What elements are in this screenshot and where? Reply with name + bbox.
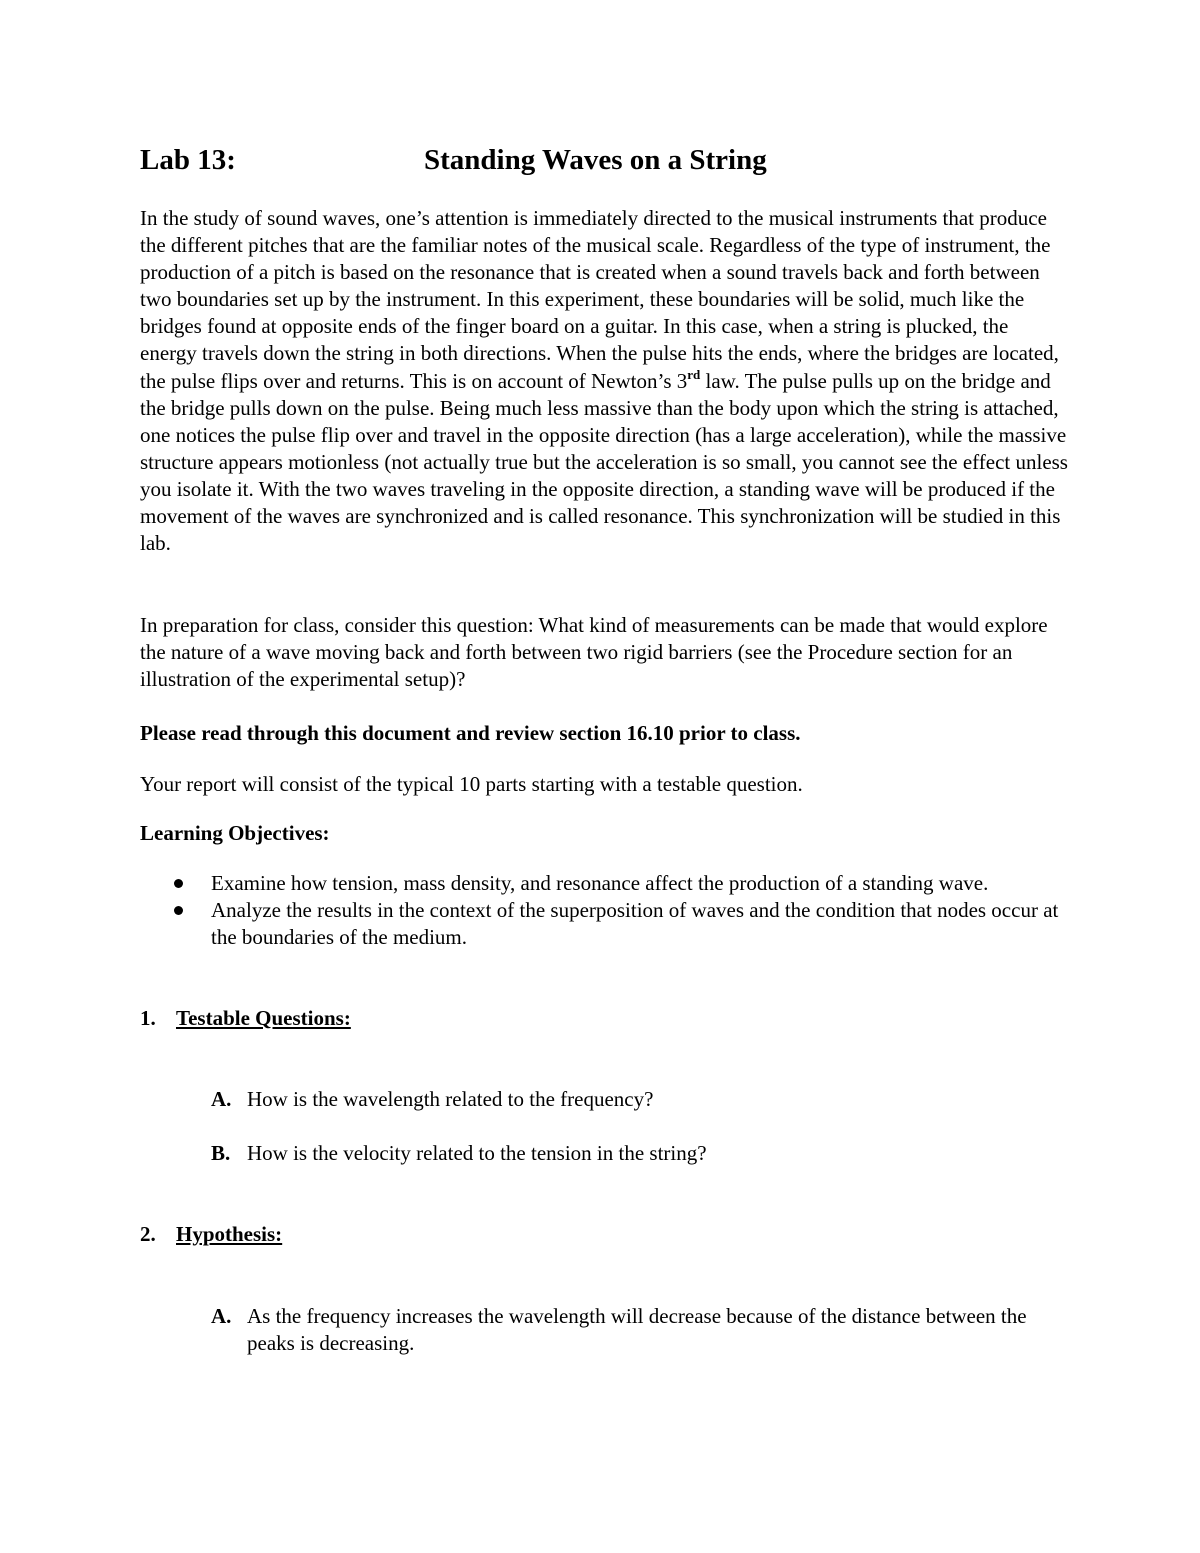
section-label: Hypothesis:: [176, 1222, 283, 1246]
report-note: Your report will consist of the typical 10 parts starting with a testable question.: [140, 772, 803, 796]
hypothesis-text: As the frequency increases the wavelength will decrease because of the distance between the peaks is decreasing.: [247, 1304, 1027, 1356]
item-letter: A.: [211, 1087, 232, 1111]
question-text: How is the velocity related to the tension in the string?: [247, 1141, 707, 1165]
intro-text-part2: law. The pulse pulls up on the bridge and the bridge pulls down on the pulse. Being much less massive than the body upon which the string is attached, one notices the pulse flip over and travel in the opposite direction (has a large acceleration), while the massive structure appears motionless (not actually true but the acceleration is so small, you cannot see the effect unless you isolate it. With the two waves traveling in the opposite direction, a standing wave will be produced if the movement of the waves are synchronized and is called resonance. This synchronization will be studied in this lab.: [140, 368, 1068, 556]
preparation-paragraph: In preparation for class, consider this question: What kind of measurements can be made that would explore the nature of a wave moving back and forth between two rigid barriers (see the Procedure section for an illustration of the experimental setup)?: [140, 613, 1048, 692]
intro-text-part1: In the study of sound waves, one’s attention is immediately directed to the musical instruments that produce the different pitches that are the familiar notes of the musical scale. Regardless of the type of instrument, the production of a pitch is based on the resonance that is created when a sound travels back and forth between two boundaries set up by the instrument. In this experiment, these boundaries will be solid, much like the bridges found at opposite ends of the finger board on a guitar. In this case, when a string is plucked, the energy travels down the string in both directions. When the pulse hits the ends, where the bridges are located, the pulse flips over and returns. This is on account of Newton’s 3: [140, 206, 1059, 393]
list-item: [140, 870, 1070, 897]
question-item: [211, 1140, 1041, 1167]
list-item: [140, 897, 1070, 951]
lab-name: Standing Waves on a String: [424, 144, 767, 176]
item-letter: A.: [211, 1304, 232, 1328]
intro-superscript: rd: [687, 366, 701, 382]
objective-text: Examine how tension, mass density, and resonance affect the production of a standing wave.: [211, 871, 989, 895]
section-number: 2.: [140, 1222, 156, 1246]
section-label: Testable Questions:: [176, 1006, 351, 1030]
intro-paragraph: [140, 205, 1070, 557]
bullet-icon: [174, 906, 183, 915]
learning-objectives-heading: Learning Objectives:: [140, 821, 330, 845]
learning-objectives-list: [140, 870, 1070, 951]
lab-number: Lab 13:: [140, 144, 236, 176]
hypothesis-item: [211, 1303, 1041, 1357]
bullet-icon: [174, 879, 183, 888]
item-letter: B.: [211, 1141, 231, 1165]
read-note: Please read through this document and review section 16.10 prior to class.: [140, 721, 801, 745]
section-number: 1.: [140, 1006, 156, 1030]
question-item: [211, 1086, 1041, 1113]
question-text: How is the wavelength related to the frequency?: [247, 1087, 654, 1111]
objective-text: Analyze the results in the context of the superposition of waves and the condition that nodes occur at the boundaries of the medium.: [211, 898, 1059, 950]
